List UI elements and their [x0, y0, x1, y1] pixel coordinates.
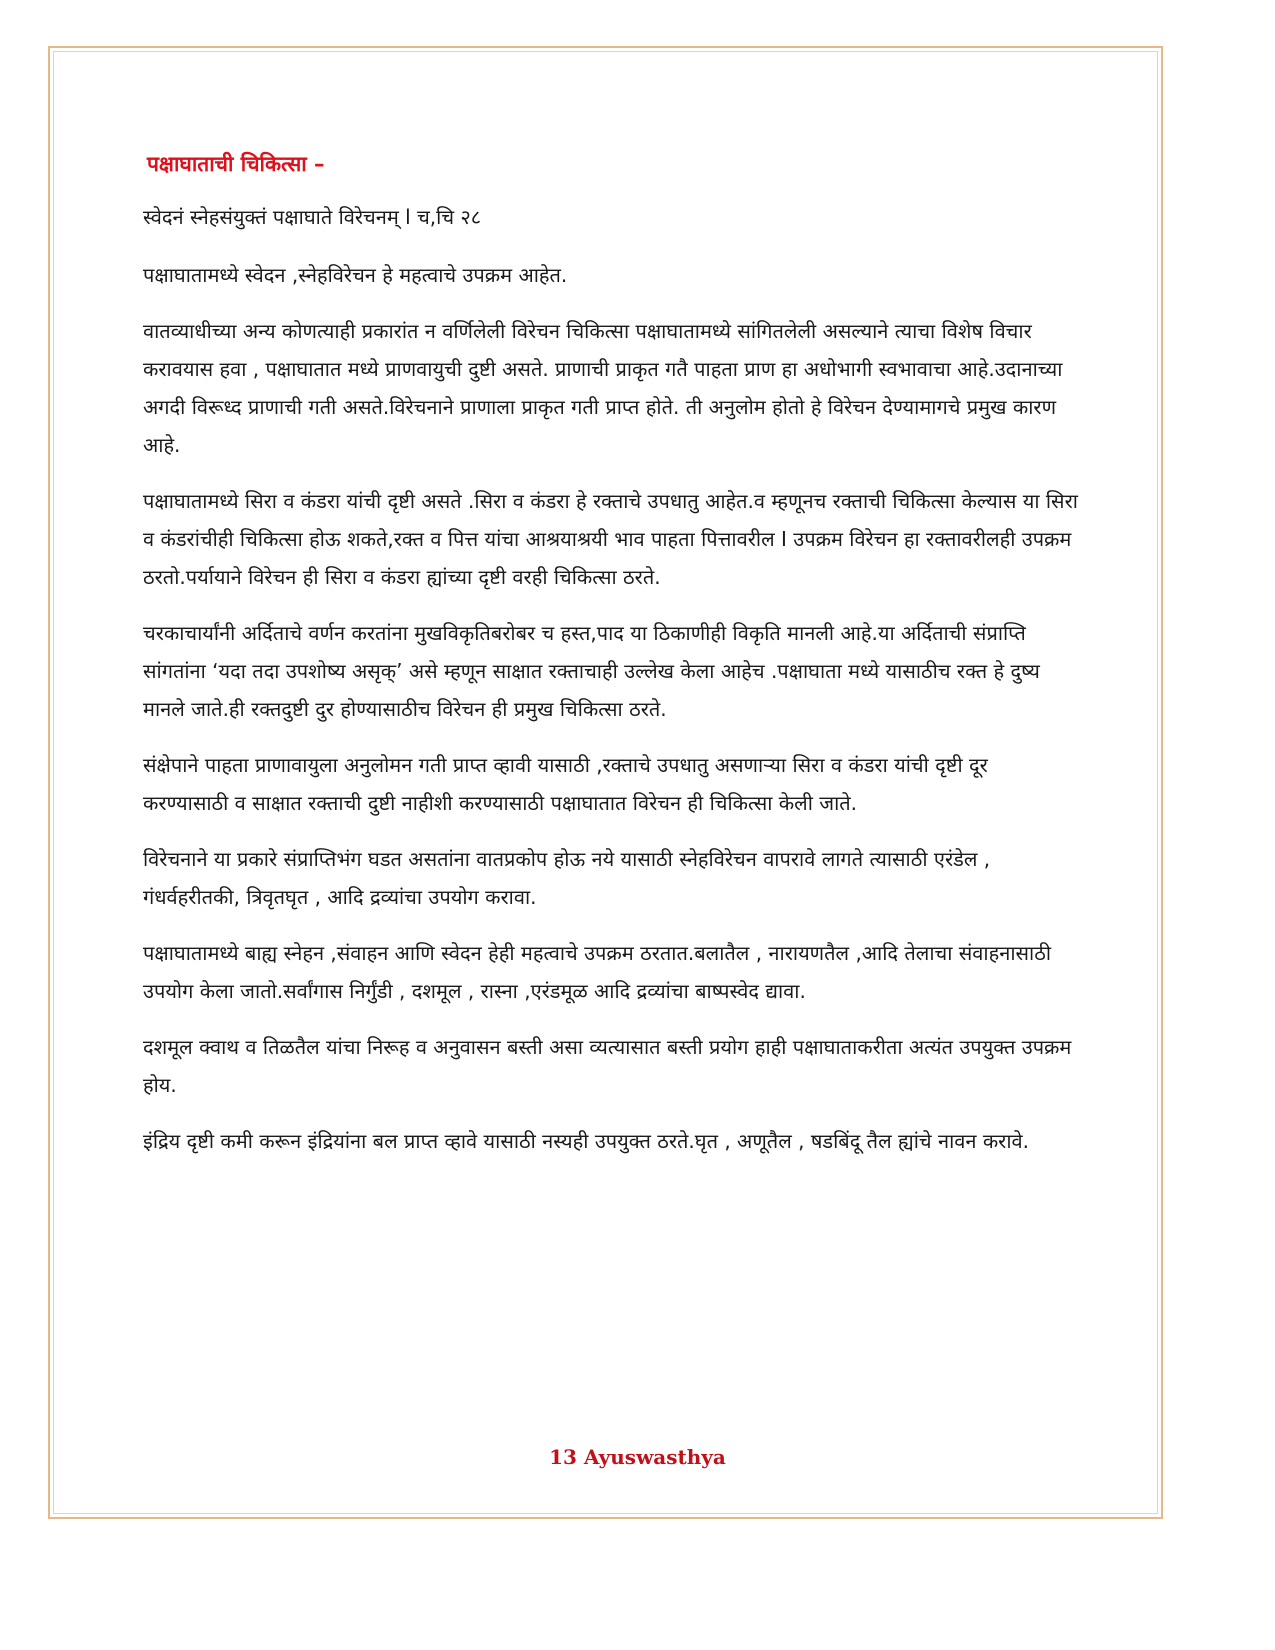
document-body: [143, 148, 1078, 1178]
paragraph-1: पक्षाघातामध्ये स्वेदन ,स्नेहविरेचन हे महत्वाचे उपक्रम आहेत.: [143, 263, 568, 287]
page-footer: 13 Ayuswasthya: [549, 1445, 726, 1469]
paragraph-2: वातव्याधीच्या अन्य कोणत्याही प्रकारांत न वर्णिलेली विरेचन चिकित्सा पक्षाघातामध्ये सांगितलेली असल्याने त्याचा विशेष विचार करावयास हवा , पक्षाघातात मध्ये प्राणवायुची दुष्टी असते. प्राणाची प्राकृत गतै पाहता प्राण हा अधोभागी स्वभावाचा आहे.उदानाच्या अगदी विरूध्द प्राणाची गती असते.विरेचनाने प्राणाला प्राकृत गती प्राप्त होते. ती अनुलोम होतो हे विरेचन देण्यामागचे प्रमुख कारण आहे.: [143, 319, 1063, 457]
shloka-quote: स्वेदनं स्नेहसंयुक्तं पक्षाघाते विरेचनम् l च,चि २८: [143, 205, 482, 229]
paragraph-6: विरेचनाने या प्रकारे संप्राप्तिभंग घडत असतांना वातप्रकोप होऊ नये यासाठी स्नेहविरेचन वापरावे लागते त्यासाठी एरंडेल , गंधर्वहरीतकी, त्रिवृतघृत , आदि द्रव्यांचा उपयोग करावा.: [143, 847, 991, 909]
paragraph-7: पक्षाघातामध्ये बाह्य स्नेहन ,संवाहन आणि स्वेदन हेही महत्वाचे उपक्रम ठरतात.बलातैल , नारायणतैल ,आदि तेलाचा संवाहनासाठी उपयोग केला जातो.सर्वांगास निर्गुंडी , दशमूल , रास्ना ,एरंडमूळ आदि द्रव्यांचा बाष्पस्वेद द्यावा.: [143, 941, 1051, 1003]
paragraph-4: चरकाचार्यांनी अर्दिताचे वर्णन करतांना मुखविकृतिबरोबर च हस्त,पाद या ठिकाणीही विकृति मानली आहे.या अर्दिताची संप्राप्ति सांगतांना ‘यदा तदा उपशोष्य असृक्’ असे म्हणून साक्षात रक्ताचाही उल्लेख केला आहेच .पक्षाघाता मध्ये यासाठीच रक्त हे दुष्य मानले जाते.ही रक्तदुष्टी दुर होण्यासाठीच विरेचन ही प्रमुख चिकित्सा ठरते.: [143, 621, 1040, 721]
paragraph-8: दशमूल क्वाथ व तिळतैल यांचा निरूह व अनुवासन बस्ती असा व्यत्यासात बस्ती प्रयोग हाही पक्षाघाताकरीता अत्यंत उपयुक्त उपक्रम होय.: [143, 1035, 1072, 1097]
paragraph-9: इंद्रिय दृष्टी कमी करून इंद्रियांना बल प्राप्त व्हावे यासाठी नस्यही उपयुक्त ठरते.घृत , अणूतैल , षडबिंदू तैल ह्यांचे नावन करावे.: [143, 1129, 1030, 1153]
paragraph-3: पक्षाघातामध्ये सिरा व कंडरा यांची दृष्टी असते .सिरा व कंडरा हे रक्ताचे उपधातु आहेत.व म्हणूनच रक्ताची चिकित्सा केल्यास या सिरा व कंडरांचीही चिकित्सा होऊ शकते,रक्त व पित्त यांचा आश्रयाश्रयी भाव पाहता पित्तावरील I उपक्रम विरेचन हा रक्तावरीलही उपक्रम ठरतो.पर्यायाने विरेचन ही सिरा व कंडरा ह्यांच्या दृष्टी वरही चिकित्सा ठरते.: [143, 489, 1078, 589]
section-heading: पक्षाघाताची चिकित्सा –: [147, 152, 325, 176]
paragraph-5: संक्षेपाने पाहता प्राणावायुला अनुलोमन गती प्राप्त व्हावी यासाठी ,रक्ताचे उपधातु असणाऱ्या सिरा व कंडरा यांची दृष्टी दूर करण्यासाठी व साक्षात रक्ताची दुष्टी नाहीशी करण्यासाठी पक्षाघातात विरेचन ही चिकित्सा केली जाते.: [143, 753, 988, 815]
